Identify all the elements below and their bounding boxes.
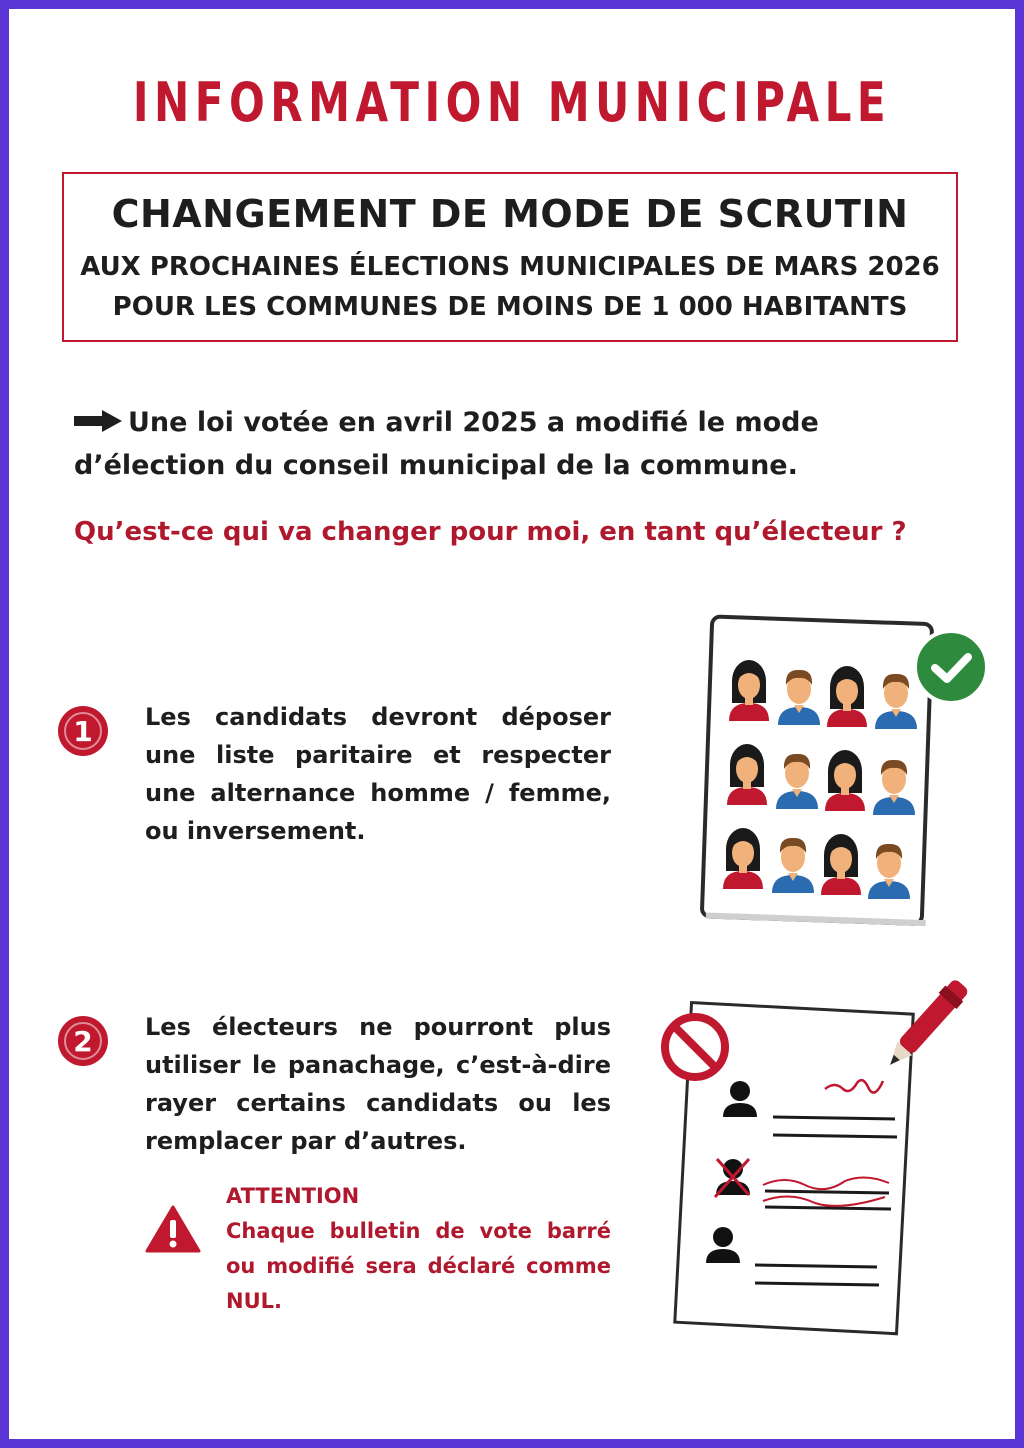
step-1-number: 1 [73,715,93,748]
arrow-right-icon [74,410,122,432]
page-title: INFORMATION MUNICIPALE [132,71,892,134]
step-1-badge-icon [57,705,109,757]
intro-paragraph [74,401,974,487]
step-2-text: Les électeurs ne pourront plus utiliser le panachage, c’est-à-dire rayer certains candidats ou les remplacer par d’autres. [145,1013,611,1155]
attention-text: Chaque bulletin de vote barré ou modifié sera déclaré comme NUL. [226,1219,611,1313]
headline-subtitle-line2: POUR LES COMMUNES DE MOINS DE 1 000 HABITANTS [112,292,908,322]
crossed-ballot-icon [645,969,975,1349]
headline-box [62,172,958,342]
step-1-text: Les candidats devront déposer une liste paritaire et respecter une alternance homme / femme, ou inversement. [145,703,611,845]
attention-block [226,1179,611,1319]
warning-icon [145,1205,201,1253]
voter-question: Qu’est-ce qui va changer pour moi, en tant qu’électeur ? [74,517,907,547]
ballot-list-icon [689,605,989,935]
step-2-badge-icon [57,1015,109,1067]
step-2-number: 2 [73,1025,93,1058]
headline-title: CHANGEMENT DE MODE DE SCRUTIN [111,192,909,236]
attention-title: ATTENTION [226,1184,360,1208]
flyer-page [9,9,1015,1439]
headline-subtitle-line1: AUX PROCHAINES ÉLECTIONS MUNICIPALES DE MARS 2026 [80,252,940,282]
intro-text: Une loi votée en avril 2025 a modifié le mode d’élection du conseil municipal de la commune. [74,407,819,481]
